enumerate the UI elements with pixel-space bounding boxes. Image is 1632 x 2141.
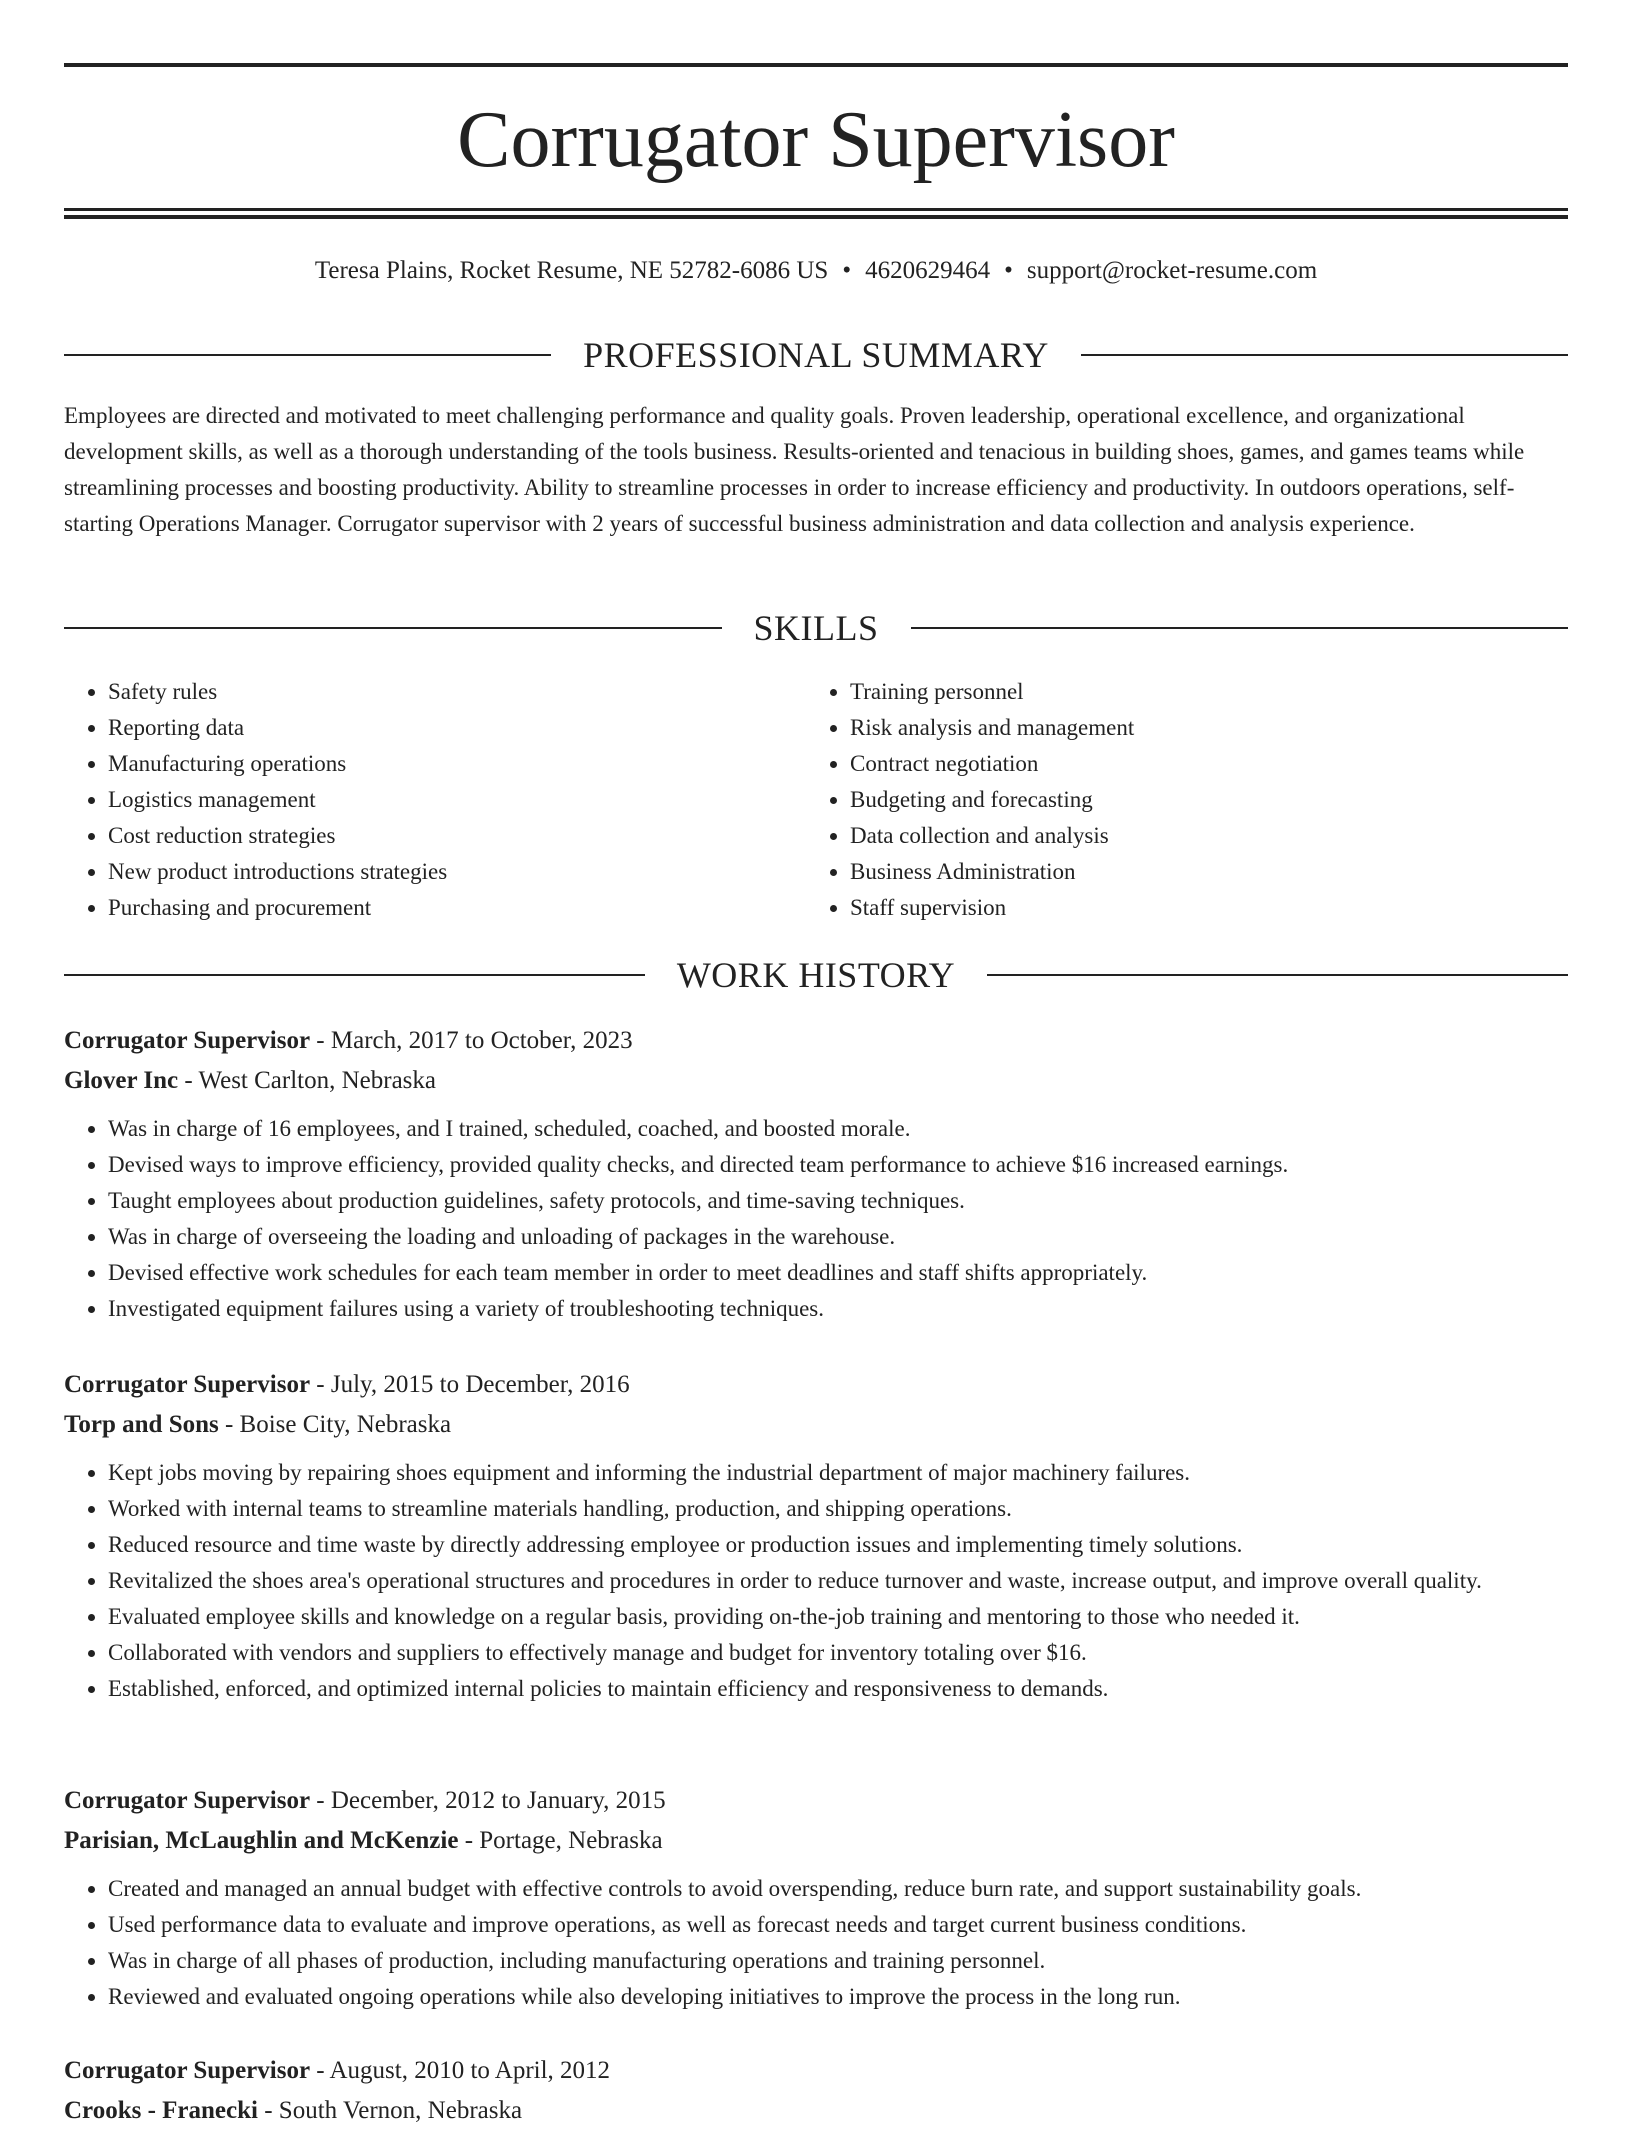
skill-item: • Reporting data (108, 710, 806, 746)
job-entry (64, 1021, 1568, 1327)
job-title-line (64, 1021, 1568, 1061)
skills-section-heading (64, 606, 1568, 650)
skills-heading-label: SKILLS (753, 608, 879, 648)
contact-email[interactable]: support@rocket-resume.com (1026, 257, 1318, 284)
job-title: Corrugator Supervisor (64, 1787, 311, 1814)
job-bullet: • Was in charge of all phases of production, including manufacturing operations and training personnel. (108, 1943, 1568, 1979)
job-entry (64, 1365, 1568, 1707)
skill-item: • Cost reduction strategies (108, 818, 806, 854)
job-company: Torp and Sons (64, 1411, 219, 1438)
skill-item: • Business Administration (850, 854, 1548, 890)
skill-item: • Training personnel (850, 674, 1548, 710)
job-dates: - July, 2015 to December, 2016 (310, 1371, 630, 1398)
job-entry (64, 2051, 1568, 2141)
job-entry (64, 1781, 1568, 2015)
skills-columns (64, 674, 1568, 926)
header-bottom-rule-lower (64, 215, 1568, 219)
job-bullet: • Reviewed and evaluated ongoing operations while also developing initiatives to improve the process in the long run. (108, 1979, 1568, 2015)
summary-heading-label: PROFESSIONAL SUMMARY (583, 335, 1049, 375)
job-bullet: • Kept jobs moving by repairing shoes equipment and informing the industrial department of major machinery failures. (108, 1455, 1568, 1491)
job-location: - West Carlton, Nebraska (178, 1067, 436, 1094)
job-title-line (64, 1365, 1568, 1405)
job-bullet: • Reduced resource and time waste by directly addressing employee or production issues and implementing timely solutions. (108, 1527, 1568, 1563)
job-company: Parisian, McLaughlin and McKenzie (64, 1827, 459, 1854)
skill-item: • Data collection and analysis (850, 818, 1548, 854)
job-location: - South Vernon, Nebraska (257, 2097, 523, 2124)
job-title: Corrugator Supervisor (64, 1371, 311, 1398)
contact-address: Teresa Plains, Rocket Resume, NE 52782-6086 US (314, 257, 829, 284)
heading-rule-right (1081, 354, 1568, 356)
skill-item: • Staff supervision (850, 890, 1548, 926)
skill-item: • Manufacturing operations (108, 746, 806, 782)
skill-item: • New product introductions strategies (108, 854, 806, 890)
skill-item: • Contract negotiation (850, 746, 1548, 782)
skills-list-left (64, 674, 806, 926)
job-company-line (64, 1821, 1568, 1861)
skill-item: • Safety rules (108, 674, 806, 710)
job-dates: - March, 2017 to October, 2023 (310, 1027, 633, 1054)
job-company-line (64, 1061, 1568, 1101)
job-bullet: • Worked with internal teams to streamline materials handling, production, and shipping operations. (108, 1491, 1568, 1527)
job-bullet: • Was in charge of 16 employees, and I trained, scheduled, coached, and boosted morale. (108, 1111, 1568, 1147)
job-bullet: • Evaluated employee skills and knowledge on a regular basis, providing on-the-job training and mentoring to those who needed it. (108, 1599, 1568, 1635)
job-dates: - August, 2010 to April, 2012 (310, 2057, 611, 2084)
job-location: - Portage, Nebraska (458, 1827, 663, 1854)
job-bullet: • Devised ways to improve efficiency, provided quality checks, and directed team performance to achieve $16 increased earnings. (108, 1147, 1568, 1183)
job-bullet: • Taught employees about production guidelines, safety protocols, and time-saving techniques. (108, 1183, 1568, 1219)
skills-list-right (806, 674, 1548, 926)
job-bullets (64, 1111, 1568, 1327)
job-company: Crooks - Franecki (64, 2097, 258, 2124)
job-bullet: • Devised effective work schedules for each team member in order to meet deadlines and staff shifts appropriately. (108, 1255, 1568, 1291)
job-bullet: • Created and managed an annual budget with effective controls to avoid overspending, reduce burn rate, and support sustainability goals. (108, 1871, 1568, 1907)
job-title: Corrugator Supervisor (64, 1027, 311, 1054)
contact-separator: • (1004, 257, 1013, 284)
skill-item: • Purchasing and procurement (108, 890, 806, 926)
heading-rule-right (911, 627, 1569, 629)
job-bullet: • Established, enforced, and optimized internal policies to maintain efficiency and responsiveness to demands. (108, 1671, 1568, 1707)
skill-item: • Logistics management (108, 782, 806, 818)
heading-rule-left (64, 974, 645, 976)
job-title-line (64, 1781, 1568, 1821)
contact-phone: 4620629464 (865, 257, 991, 284)
contact-line (64, 254, 1568, 288)
header-top-rule (64, 63, 1568, 67)
heading-rule-right (987, 974, 1568, 976)
skill-item: • Risk analysis and management (850, 710, 1548, 746)
job-title-line (64, 2051, 1568, 2091)
job-bullet: • Used performance data to evaluate and improve operations, as well as forecast needs and target current business conditions. (108, 1907, 1568, 1943)
heading-rule-left (64, 354, 551, 356)
job-bullets (64, 1871, 1568, 2015)
job-company-line (64, 1405, 1568, 1445)
header-bottom-rule-upper (64, 208, 1568, 211)
summary-text: Employees are directed and motivated to meet challenging performance and quality goals. Proven leadership, operational excellence, and organizational development skills, as well as a thorough understanding of the tools business. Results-oriented and tenacious in building shoes, games, and games teams while streamlining processes and boosting productivity. Ability to streamline processes in order to increase efficiency and productivity. In outdoors operations, self-starting Operations Manager. Corrugator supervisor with 2 years of successful business administration and data collection and analysis experience. (64, 403, 1525, 536)
work-section-heading (64, 953, 1568, 997)
job-company: Glover Inc (64, 1067, 179, 1094)
resume-name: Corrugator Supervisor (457, 96, 1175, 184)
job-company-line (64, 2091, 1568, 2131)
job-bullet: • Investigated equipment failures using a variety of troubleshooting techniques. (108, 1291, 1568, 1327)
contact-separator: • (842, 257, 852, 284)
job-bullet: • Was in charge of overseeing the loading and unloading of packages in the warehouse. (108, 1219, 1568, 1255)
job-title: Corrugator Supervisor (64, 2057, 311, 2084)
work-heading-label: WORK HISTORY (676, 955, 956, 995)
job-location: - Boise City, Nebraska (218, 1411, 452, 1438)
summary-section-heading (64, 333, 1568, 377)
job-bullets (64, 1455, 1568, 1707)
job-dates: - December, 2012 to January, 2015 (310, 1787, 666, 1814)
heading-rule-left (64, 627, 722, 629)
job-bullet: • Revitalized the shoes area's operational structures and procedures in order to reduce turnover and waste, increase output, and improve overall quality. (108, 1563, 1568, 1599)
skill-item: • Budgeting and forecasting (850, 782, 1548, 818)
job-bullet: • Collaborated with vendors and suppliers to effectively manage and budget for inventory totaling over $16. (108, 1635, 1568, 1671)
